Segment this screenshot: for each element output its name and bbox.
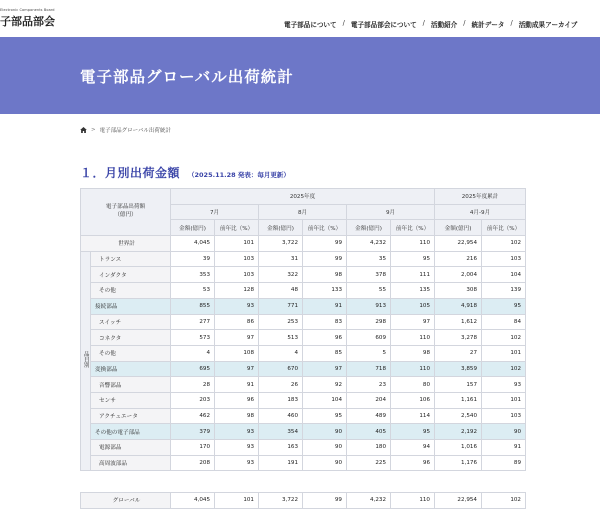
table-cell: 97 [391,314,435,330]
table-cell: 99 [303,251,347,267]
table-cell: 101 [482,392,526,408]
table-cell: 1,612 [435,314,482,330]
amount-col-header: 金額(億円) [259,220,303,236]
table-cell: 4,045 [171,493,215,509]
table-cell: 855 [171,298,215,314]
table-row-category [81,424,526,440]
month-header: 7月 [171,204,259,220]
table-cell: 96 [215,392,259,408]
table-cell: 95 [391,424,435,440]
table-row [81,267,526,283]
table-cell: 101 [215,493,259,509]
table-cell: 101 [215,236,259,252]
amount-col-header: 金額(億円) [347,220,391,236]
table-cell: 913 [347,298,391,314]
table-cell: 163 [259,440,303,456]
table-cell: 110 [391,361,435,377]
row-label: センサ [91,392,171,408]
row-label: 変換部品 [91,361,171,377]
table-row [81,440,526,456]
table-cell: 99 [303,236,347,252]
table-cell: 771 [259,298,303,314]
yoy-col-header: 前年比（%） [482,220,526,236]
table-cell: 183 [259,392,303,408]
table-cell: 3,278 [435,330,482,346]
table-cell: 97 [215,330,259,346]
table-cell: 98 [215,408,259,424]
table-row [81,283,526,299]
table-cell: 93 [215,440,259,456]
home-icon[interactable] [80,127,87,133]
table-cell: 91 [303,298,347,314]
table-cell: 28 [171,377,215,393]
nav-item-activities[interactable]: 活動紹介 [430,21,458,29]
logo-japanese: 子部品部会 [0,15,55,28]
table-cell: 4,045 [171,236,215,252]
table-cell: 573 [171,330,215,346]
table-cell: 86 [215,314,259,330]
table-cell: 23 [347,377,391,393]
table-cell: 1,016 [435,440,482,456]
table-cell: 90 [482,424,526,440]
section-subtitle: （2025.11.28 発表：毎月更新） [188,171,290,179]
table-cell: 204 [347,392,391,408]
row-label: コネクタ [91,330,171,346]
table-cell: 53 [171,283,215,299]
table-cell: 102 [482,330,526,346]
row-label: その他の電子部品 [91,424,171,440]
table-cell: 298 [347,314,391,330]
table-title-line: 電子部品出荷額 [105,204,146,211]
table-cell: 277 [171,314,215,330]
breadcrumb-separator: > [91,127,96,133]
table-row-category [81,298,526,314]
section-heading [80,164,290,181]
table-cell: 1,176 [435,455,482,471]
row-label: 世界計 [81,236,171,252]
table-cell: 135 [391,283,435,299]
row-label: 高周波部品 [91,455,171,471]
table-cell: 5 [347,345,391,361]
row-label: 電源部品 [91,440,171,456]
table-cell: 89 [482,455,526,471]
table-cell: 110 [391,236,435,252]
table-cell: 225 [347,455,391,471]
table-cell: 462 [171,408,215,424]
table-cell: 92 [303,377,347,393]
table-cell: 106 [391,392,435,408]
table-cell: 609 [347,330,391,346]
table-cell: 180 [347,440,391,456]
table-cell: 99 [303,493,347,509]
table-cell: 91 [482,440,526,456]
table-cell: 102 [482,361,526,377]
vertical-label-text: 品目別 [82,350,89,368]
table-cell: 378 [347,267,391,283]
table-cell: 253 [259,314,303,330]
table-cell: 322 [259,267,303,283]
table-cell: 108 [215,345,259,361]
table-cell: 103 [215,267,259,283]
table-cell: 27 [435,345,482,361]
table-cell: 3,859 [435,361,482,377]
table-cell: 97 [303,361,347,377]
table-cell: 1,161 [435,392,482,408]
table-cell: 22,954 [435,236,482,252]
table-cell: 2,540 [435,408,482,424]
row-label: 接続部品 [91,298,171,314]
table-cell: 128 [215,283,259,299]
table-cell: 90 [303,440,347,456]
row-label: アクチュエータ [91,408,171,424]
nav-separator: / [342,19,345,27]
nav-separator: / [422,19,425,27]
table-cell: 2,192 [435,424,482,440]
table-cell: 95 [391,251,435,267]
table-cell: 670 [259,361,303,377]
table-row [81,330,526,346]
table-cell: 55 [347,283,391,299]
table-row [81,314,526,330]
site-header [0,0,600,37]
table-cell: 513 [259,330,303,346]
table-cell: 103 [215,251,259,267]
table-cell: 102 [482,236,526,252]
table-cell: 104 [303,392,347,408]
page-title: 電子部品グローバル出荷統計 [80,68,294,86]
cumulative-period-header: 4月-9月 [435,204,526,220]
table-row [81,455,526,471]
table-cell: 26 [259,377,303,393]
table-cell: 90 [303,424,347,440]
table-cell: 103 [482,408,526,424]
row-label: グローバル [81,493,171,509]
table-cell: 31 [259,251,303,267]
table-cell: 379 [171,424,215,440]
site-logo[interactable] [0,8,55,29]
table-row-global [81,493,526,509]
table-cell: 85 [303,345,347,361]
table-cell: 133 [303,283,347,299]
table-cell: 4,232 [347,493,391,509]
table-title-unit: （億円） [114,212,137,219]
global-nav [284,19,577,29]
nav-separator: / [463,19,466,27]
table-cell: 139 [482,283,526,299]
vertical-category-label [81,251,91,471]
table-row [81,377,526,393]
table-cell: 489 [347,408,391,424]
table-cell: 94 [391,440,435,456]
table-cell: 93 [215,298,259,314]
breadcrumb-current: 電子部品グローバル出荷統計 [99,128,171,134]
logo-english: Electronic Components Board [0,8,55,12]
global-total-table [80,492,526,509]
table-cell: 97 [215,361,259,377]
table-cell: 110 [391,493,435,509]
table-cell: 93 [482,377,526,393]
table-title-cell [81,189,171,236]
table-cell: 718 [347,361,391,377]
table-cell: 91 [215,377,259,393]
table-cell: 3,722 [259,493,303,509]
table-cell: 84 [482,314,526,330]
table-cell: 98 [303,267,347,283]
table-cell: 103 [482,251,526,267]
cumulative-header: 2025年度累計 [435,189,526,205]
table-cell: 4,232 [347,236,391,252]
table-cell: 4,918 [435,298,482,314]
table-cell: 96 [391,455,435,471]
table-cell: 354 [259,424,303,440]
month-header: 9月 [347,204,435,220]
table-cell: 93 [215,455,259,471]
table-cell: 93 [215,424,259,440]
table-cell: 105 [391,298,435,314]
nav-item-about-board[interactable]: 電子部品部会について [350,21,417,29]
table-row-world-total [81,236,526,252]
nav-item-archive[interactable]: 活動成果アーカイブ [518,21,578,29]
table-cell: 191 [259,455,303,471]
amount-col-header: 金額(億円) [171,220,215,236]
table-row [81,251,526,267]
table-cell: 39 [171,251,215,267]
nav-separator: / [510,19,513,27]
table-cell: 111 [391,267,435,283]
table-cell: 48 [259,283,303,299]
table-cell: 95 [303,408,347,424]
table-cell: 4 [171,345,215,361]
table-cell: 110 [391,330,435,346]
year-header: 2025年度 [171,189,435,205]
breadcrumb [80,126,171,134]
table-cell: 104 [482,267,526,283]
table-cell: 35 [347,251,391,267]
row-label: その他 [91,345,171,361]
table-cell: 695 [171,361,215,377]
table-cell: 3,722 [259,236,303,252]
table-row-category [81,361,526,377]
table-cell: 203 [171,392,215,408]
yoy-col-header: 前年比（%） [391,220,435,236]
table-cell: 90 [303,455,347,471]
nav-item-statistics[interactable]: 統計データ [471,21,505,29]
month-header: 8月 [259,204,347,220]
nav-item-about-components[interactable]: 電子部品について [284,21,337,29]
table-row [81,392,526,408]
row-label: トランス [91,251,171,267]
table-cell: 102 [482,493,526,509]
section-title: １．月別出荷金額 [80,166,181,180]
amount-col-header: 金額(億円) [435,220,482,236]
table-cell: 170 [171,440,215,456]
table-cell: 4 [259,345,303,361]
table-cell: 208 [171,455,215,471]
table-cell: 405 [347,424,391,440]
table-cell: 114 [391,408,435,424]
row-label: 音響部品 [91,377,171,393]
table-cell: 216 [435,251,482,267]
table-cell: 22,954 [435,493,482,509]
yoy-col-header: 前年比（%） [303,220,347,236]
row-label: インダクタ [91,267,171,283]
table-cell: 2,004 [435,267,482,283]
shipment-table [80,188,526,471]
table-cell: 101 [482,345,526,361]
table-row [81,345,526,361]
table-cell: 308 [435,283,482,299]
table-cell: 83 [303,314,347,330]
page-hero [0,37,600,114]
table-row [81,408,526,424]
table-cell: 95 [482,298,526,314]
table-cell: 157 [435,377,482,393]
row-label: スイッチ [91,314,171,330]
table-cell: 353 [171,267,215,283]
table-cell: 80 [391,377,435,393]
yoy-col-header: 前年比（%） [215,220,259,236]
table-cell: 98 [391,345,435,361]
row-label: その他 [91,283,171,299]
table-cell: 96 [303,330,347,346]
table-cell: 460 [259,408,303,424]
